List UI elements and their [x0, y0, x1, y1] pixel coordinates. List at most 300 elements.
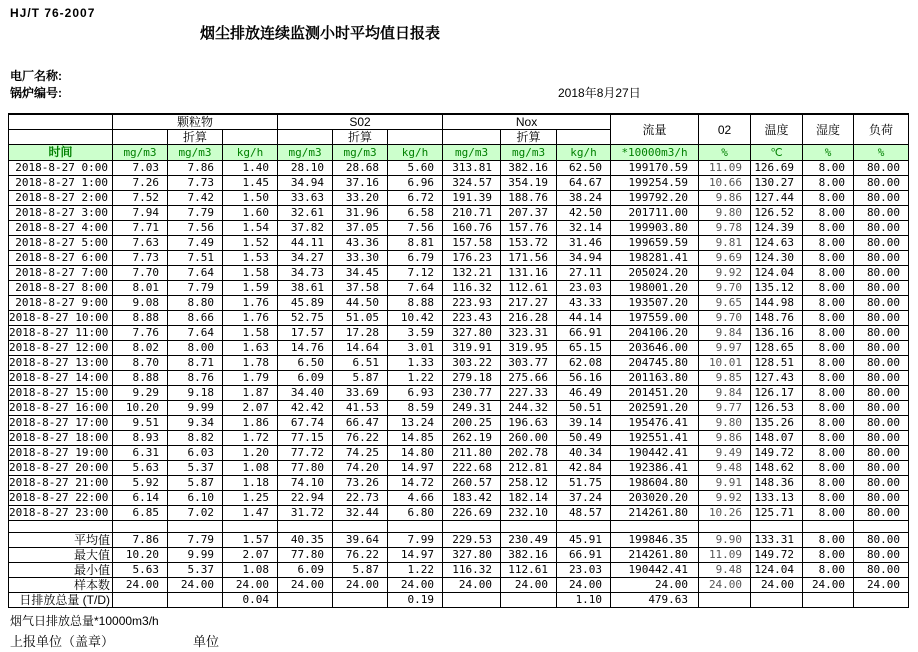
value-cell: 9.65 — [699, 296, 751, 311]
empty-cell — [557, 521, 611, 533]
summary-value-cell: 229.53 — [443, 533, 501, 548]
summary-value-cell: 230.49 — [501, 533, 557, 548]
value-cell: 42.42 — [278, 401, 333, 416]
header-empty-cell — [113, 130, 168, 145]
value-cell: 5.63 — [113, 461, 168, 476]
empty-cell — [223, 521, 278, 533]
summary-value-cell: 24.00 — [388, 578, 443, 593]
value-cell: 249.31 — [443, 401, 501, 416]
value-cell: 9.84 — [699, 326, 751, 341]
value-cell: 7.63 — [113, 236, 168, 251]
value-cell: 43.36 — [333, 236, 388, 251]
summary-value-cell: 124.04 — [751, 563, 803, 578]
value-cell: 1.63 — [223, 341, 278, 356]
value-cell: 8.00 — [803, 311, 854, 326]
value-cell: 28.68 — [333, 161, 388, 176]
table-row — [9, 386, 909, 401]
value-cell: 34.94 — [278, 176, 333, 191]
value-cell: 148.76 — [751, 311, 803, 326]
table-row — [9, 491, 909, 506]
value-cell: 64.67 — [557, 176, 611, 191]
value-cell: 148.36 — [751, 476, 803, 491]
summary-value-cell: 9.99 — [168, 548, 223, 563]
header-empty-cell — [443, 130, 501, 145]
empty-cell — [9, 521, 113, 533]
value-cell: 7.56 — [388, 221, 443, 236]
value-cell: 227.33 — [501, 386, 557, 401]
value-cell: 1.40 — [223, 161, 278, 176]
value-cell: 80.00 — [854, 356, 909, 371]
time-cell: 2018-8-27 18:00 — [9, 431, 113, 446]
value-cell: 201163.80 — [611, 371, 699, 386]
value-cell: 8.00 — [803, 461, 854, 476]
value-cell: 201451.20 — [611, 386, 699, 401]
value-cell: 5.37 — [168, 461, 223, 476]
value-cell: 9.81 — [699, 236, 751, 251]
value-cell: 80.00 — [854, 311, 909, 326]
value-cell: 23.03 — [557, 281, 611, 296]
value-cell: 1.76 — [223, 311, 278, 326]
value-cell: 31.96 — [333, 206, 388, 221]
summary-label: 样本数 — [9, 578, 113, 593]
summary-value-cell: 5.63 — [113, 563, 168, 578]
group-nox: Nox — [443, 114, 611, 130]
value-cell: 80.00 — [854, 176, 909, 191]
value-cell: 6.09 — [278, 371, 333, 386]
value-cell: 9.78 — [699, 221, 751, 236]
value-cell: 11.09 — [699, 161, 751, 176]
value-cell: 5.87 — [333, 371, 388, 386]
time-cell: 2018-8-27 13:00 — [9, 356, 113, 371]
table-row — [9, 401, 909, 416]
value-cell: 199903.80 — [611, 221, 699, 236]
value-cell: 7.52 — [113, 191, 168, 206]
value-cell: 382.16 — [501, 161, 557, 176]
value-cell: 9.18 — [168, 386, 223, 401]
value-cell: 7.64 — [168, 266, 223, 281]
value-cell: 8.00 — [803, 491, 854, 506]
value-cell: 319.91 — [443, 341, 501, 356]
time-cell: 2018-8-27 10:00 — [9, 311, 113, 326]
summary-value-cell: 8.00 — [803, 563, 854, 578]
value-cell: 199254.59 — [611, 176, 699, 191]
value-cell: 202591.20 — [611, 401, 699, 416]
empty-cell — [333, 521, 388, 533]
value-cell: 6.51 — [333, 356, 388, 371]
value-cell: 136.16 — [751, 326, 803, 341]
empty-cell — [501, 521, 557, 533]
value-cell: 32.14 — [557, 221, 611, 236]
value-cell: 203020.20 — [611, 491, 699, 506]
value-cell: 6.58 — [388, 206, 443, 221]
value-cell: 44.11 — [278, 236, 333, 251]
summary-value-cell: 24.00 — [333, 578, 388, 593]
value-cell: 37.82 — [278, 221, 333, 236]
summary-value-cell: 2.07 — [223, 548, 278, 563]
value-cell: 214261.80 — [611, 506, 699, 521]
summary-value-cell: 149.72 — [751, 548, 803, 563]
value-cell: 1.08 — [223, 461, 278, 476]
value-cell: 199792.20 — [611, 191, 699, 206]
table-row — [9, 281, 909, 296]
value-cell: 8.00 — [803, 506, 854, 521]
value-cell: 8.88 — [113, 371, 168, 386]
table-row — [9, 506, 909, 521]
table-row — [9, 326, 909, 341]
value-cell: 112.61 — [501, 281, 557, 296]
value-cell: 9.91 — [699, 476, 751, 491]
value-cell: 9.70 — [699, 311, 751, 326]
summary-value-cell: 24.00 — [557, 578, 611, 593]
value-cell: 191.39 — [443, 191, 501, 206]
group-particulate: 颗粒物 — [113, 114, 278, 130]
value-cell: 8.00 — [803, 326, 854, 341]
value-cell: 6.14 — [113, 491, 168, 506]
value-cell: 6.03 — [168, 446, 223, 461]
value-cell: 51.05 — [333, 311, 388, 326]
time-cell: 2018-8-27 1:00 — [9, 176, 113, 191]
value-cell: 3.59 — [388, 326, 443, 341]
summary-value-cell: 327.80 — [443, 548, 501, 563]
spacer-row — [9, 521, 909, 533]
summary-value-cell: 39.64 — [333, 533, 388, 548]
value-cell: 48.57 — [557, 506, 611, 521]
table-row — [9, 176, 909, 191]
value-cell: 14.64 — [333, 341, 388, 356]
unit-cell: % — [699, 145, 751, 161]
value-cell: 9.92 — [699, 266, 751, 281]
page-title: 烟尘排放连续监测小时平均值日报表 — [200, 25, 441, 42]
value-cell: 148.62 — [751, 461, 803, 476]
time-cell: 2018-8-27 12:00 — [9, 341, 113, 356]
value-cell: 80.00 — [854, 296, 909, 311]
value-cell: 199659.59 — [611, 236, 699, 251]
value-cell: 9.70 — [699, 281, 751, 296]
value-cell: 197559.00 — [611, 311, 699, 326]
value-cell: 131.16 — [501, 266, 557, 281]
value-cell: 7.73 — [168, 176, 223, 191]
value-cell: 9.08 — [113, 296, 168, 311]
value-cell: 126.17 — [751, 386, 803, 401]
value-cell: 8.88 — [388, 296, 443, 311]
value-cell: 9.49 — [699, 446, 751, 461]
value-cell: 1.25 — [223, 491, 278, 506]
summary-value-cell: 11.09 — [699, 548, 751, 563]
value-cell: 80.00 — [854, 221, 909, 236]
value-cell: 9.51 — [113, 416, 168, 431]
table-header — [9, 114, 909, 161]
value-cell: 45.89 — [278, 296, 333, 311]
value-cell: 149.72 — [751, 446, 803, 461]
time-cell: 2018-8-27 14:00 — [9, 371, 113, 386]
value-cell: 80.00 — [854, 491, 909, 506]
value-cell: 66.47 — [333, 416, 388, 431]
value-cell: 80.00 — [854, 446, 909, 461]
value-cell: 258.12 — [501, 476, 557, 491]
summary-value-cell: 40.35 — [278, 533, 333, 548]
time-column-header: 时间 — [9, 145, 113, 161]
unit-cell: *10000m3/h — [611, 145, 699, 161]
summary-value-cell: 24.00 — [699, 578, 751, 593]
value-cell: 1.79 — [223, 371, 278, 386]
time-cell: 2018-8-27 23:00 — [9, 506, 113, 521]
time-cell: 2018-8-27 17:00 — [9, 416, 113, 431]
unit-label: 单位 — [193, 634, 220, 649]
value-cell: 133.13 — [751, 491, 803, 506]
value-cell: 1.54 — [223, 221, 278, 236]
value-cell: 1.45 — [223, 176, 278, 191]
summary-value-cell: 7.79 — [168, 533, 223, 548]
value-cell: 34.40 — [278, 386, 333, 401]
summary-value-cell: 24.00 — [803, 578, 854, 593]
col-flow: 流量 — [611, 114, 699, 145]
value-cell: 244.32 — [501, 401, 557, 416]
value-cell: 8.00 — [803, 191, 854, 206]
summary-value-cell: 5.37 — [168, 563, 223, 578]
value-cell: 9.77 — [699, 401, 751, 416]
value-cell: 201711.00 — [611, 206, 699, 221]
value-cell: 7.86 — [168, 161, 223, 176]
value-cell: 198281.41 — [611, 251, 699, 266]
value-cell: 62.08 — [557, 356, 611, 371]
value-cell: 130.27 — [751, 176, 803, 191]
value-cell: 157.58 — [443, 236, 501, 251]
value-cell: 7.03 — [113, 161, 168, 176]
value-cell: 9.85 — [699, 371, 751, 386]
summary-value-cell — [443, 593, 501, 608]
empty-cell — [751, 521, 803, 533]
value-cell: 144.98 — [751, 296, 803, 311]
value-cell: 262.19 — [443, 431, 501, 446]
value-cell: 46.49 — [557, 386, 611, 401]
value-cell: 193507.20 — [611, 296, 699, 311]
header-empty-cell — [278, 130, 333, 145]
summary-value-cell: 9.90 — [699, 533, 751, 548]
value-cell: 42.84 — [557, 461, 611, 476]
value-cell: 31.72 — [278, 506, 333, 521]
unit-cell: mg/m3 — [333, 145, 388, 161]
value-cell: 192386.41 — [611, 461, 699, 476]
value-cell: 124.30 — [751, 251, 803, 266]
summary-value-cell: 7.99 — [388, 533, 443, 548]
value-cell: 199170.59 — [611, 161, 699, 176]
time-cell: 2018-8-27 22:00 — [9, 491, 113, 506]
value-cell: 9.80 — [699, 206, 751, 221]
time-cell: 2018-8-27 0:00 — [9, 161, 113, 176]
value-cell: 1.20 — [223, 446, 278, 461]
value-cell: 6.80 — [388, 506, 443, 521]
time-cell: 2018-8-27 20:00 — [9, 461, 113, 476]
value-cell: 8.00 — [803, 266, 854, 281]
unit-cell: % — [854, 145, 909, 161]
boiler-number-label: 锅炉编号: — [10, 86, 62, 100]
value-cell: 8.00 — [803, 401, 854, 416]
value-cell: 204106.20 — [611, 326, 699, 341]
summary-value-cell — [168, 593, 223, 608]
summary-value-cell: 80.00 — [854, 548, 909, 563]
value-cell: 9.99 — [168, 401, 223, 416]
value-cell: 223.43 — [443, 311, 501, 326]
value-cell: 80.00 — [854, 401, 909, 416]
summary-value-cell: 80.00 — [854, 563, 909, 578]
value-cell: 303.22 — [443, 356, 501, 371]
value-cell: 232.10 — [501, 506, 557, 521]
value-cell: 14.97 — [388, 461, 443, 476]
time-cell: 2018-8-27 11:00 — [9, 326, 113, 341]
summary-value-cell: 45.91 — [557, 533, 611, 548]
value-cell: 32.61 — [278, 206, 333, 221]
value-cell: 77.80 — [278, 461, 333, 476]
value-cell: 34.45 — [333, 266, 388, 281]
value-cell: 80.00 — [854, 416, 909, 431]
value-cell: 33.69 — [333, 386, 388, 401]
value-cell: 279.18 — [443, 371, 501, 386]
value-cell: 8.00 — [803, 386, 854, 401]
value-cell: 153.72 — [501, 236, 557, 251]
value-cell: 1.76 — [223, 296, 278, 311]
table-row — [9, 191, 909, 206]
value-cell: 226.69 — [443, 506, 501, 521]
value-cell: 7.51 — [168, 251, 223, 266]
unit-cell: mg/m3 — [443, 145, 501, 161]
value-cell: 148.07 — [751, 431, 803, 446]
value-cell: 1.22 — [388, 371, 443, 386]
summary-value-cell: 133.31 — [751, 533, 803, 548]
col-o2: 02 — [699, 114, 751, 145]
value-cell: 1.78 — [223, 356, 278, 371]
summary-value-cell: 24.00 — [611, 578, 699, 593]
value-cell: 198604.80 — [611, 476, 699, 491]
value-cell: 124.63 — [751, 236, 803, 251]
value-cell: 7.94 — [113, 206, 168, 221]
table-row — [9, 416, 909, 431]
value-cell: 8.00 — [168, 341, 223, 356]
table-row — [9, 296, 909, 311]
value-cell: 6.10 — [168, 491, 223, 506]
summary-value-cell — [699, 593, 751, 608]
value-cell: 1.59 — [223, 281, 278, 296]
value-cell: 80.00 — [854, 281, 909, 296]
value-cell: 10.66 — [699, 176, 751, 191]
value-cell: 260.57 — [443, 476, 501, 491]
value-cell: 188.76 — [501, 191, 557, 206]
summary-value-cell — [333, 593, 388, 608]
value-cell: 260.00 — [501, 431, 557, 446]
table-row — [9, 206, 909, 221]
table-row — [9, 236, 909, 251]
value-cell: 202.78 — [501, 446, 557, 461]
value-cell: 8.00 — [803, 221, 854, 236]
value-cell: 182.14 — [501, 491, 557, 506]
value-cell: 8.00 — [803, 251, 854, 266]
value-cell: 8.82 — [168, 431, 223, 446]
table-row — [9, 311, 909, 326]
value-cell: 51.75 — [557, 476, 611, 491]
value-cell: 5.60 — [388, 161, 443, 176]
summary-value-cell: 479.63 — [611, 593, 699, 608]
value-cell: 195476.41 — [611, 416, 699, 431]
value-cell: 44.14 — [557, 311, 611, 326]
value-cell: 4.66 — [388, 491, 443, 506]
value-cell: 125.71 — [751, 506, 803, 521]
value-cell: 65.15 — [557, 341, 611, 356]
value-cell: 354.19 — [501, 176, 557, 191]
value-cell: 7.64 — [388, 281, 443, 296]
value-cell: 8.00 — [803, 476, 854, 491]
summary-value-cell: 23.03 — [557, 563, 611, 578]
value-cell: 80.00 — [854, 506, 909, 521]
value-cell: 33.20 — [333, 191, 388, 206]
value-cell: 9.92 — [699, 491, 751, 506]
value-cell: 9.97 — [699, 341, 751, 356]
unit-cell: mg/m3 — [501, 145, 557, 161]
value-cell: 160.76 — [443, 221, 501, 236]
summary-value-cell: 1.22 — [388, 563, 443, 578]
value-cell: 7.12 — [388, 266, 443, 281]
value-cell: 8.00 — [803, 341, 854, 356]
table-row — [9, 161, 909, 176]
value-cell: 1.58 — [223, 266, 278, 281]
value-cell: 42.50 — [557, 206, 611, 221]
value-cell: 8.00 — [803, 296, 854, 311]
summary-value-cell: 199846.35 — [611, 533, 699, 548]
value-cell: 212.81 — [501, 461, 557, 476]
value-cell: 80.00 — [854, 161, 909, 176]
summary-value-cell — [854, 593, 909, 608]
value-cell: 9.80 — [699, 416, 751, 431]
value-cell: 128.51 — [751, 356, 803, 371]
value-cell: 73.26 — [333, 476, 388, 491]
summary-row — [9, 593, 909, 608]
summary-value-cell: 0.04 — [223, 593, 278, 608]
value-cell: 1.58 — [223, 326, 278, 341]
value-cell: 1.18 — [223, 476, 278, 491]
time-cell: 2018-8-27 2:00 — [9, 191, 113, 206]
summary-value-cell: 112.61 — [501, 563, 557, 578]
value-cell: 8.00 — [803, 371, 854, 386]
value-cell: 124.39 — [751, 221, 803, 236]
converted-label: 折算 — [333, 130, 388, 145]
value-cell: 50.51 — [557, 401, 611, 416]
unit-cell: mg/m3 — [113, 145, 168, 161]
table-row — [9, 356, 909, 371]
value-cell: 62.50 — [557, 161, 611, 176]
value-cell: 216.28 — [501, 311, 557, 326]
value-cell: 7.73 — [113, 251, 168, 266]
value-cell: 41.53 — [333, 401, 388, 416]
table-body — [9, 161, 909, 608]
value-cell: 43.33 — [557, 296, 611, 311]
header-empty-cell — [9, 130, 113, 145]
value-cell: 8.00 — [803, 236, 854, 251]
empty-cell — [854, 521, 909, 533]
value-cell: 190442.41 — [611, 446, 699, 461]
value-cell: 313.81 — [443, 161, 501, 176]
value-cell: 2.07 — [223, 401, 278, 416]
value-cell: 37.58 — [333, 281, 388, 296]
value-cell: 74.20 — [333, 461, 388, 476]
summary-value-cell — [501, 593, 557, 608]
value-cell: 27.11 — [557, 266, 611, 281]
value-cell: 8.00 — [803, 206, 854, 221]
value-cell: 74.10 — [278, 476, 333, 491]
value-cell: 66.91 — [557, 326, 611, 341]
value-cell: 323.31 — [501, 326, 557, 341]
empty-cell — [699, 521, 751, 533]
value-cell: 33.63 — [278, 191, 333, 206]
value-cell: 74.25 — [333, 446, 388, 461]
value-cell: 1.86 — [223, 416, 278, 431]
